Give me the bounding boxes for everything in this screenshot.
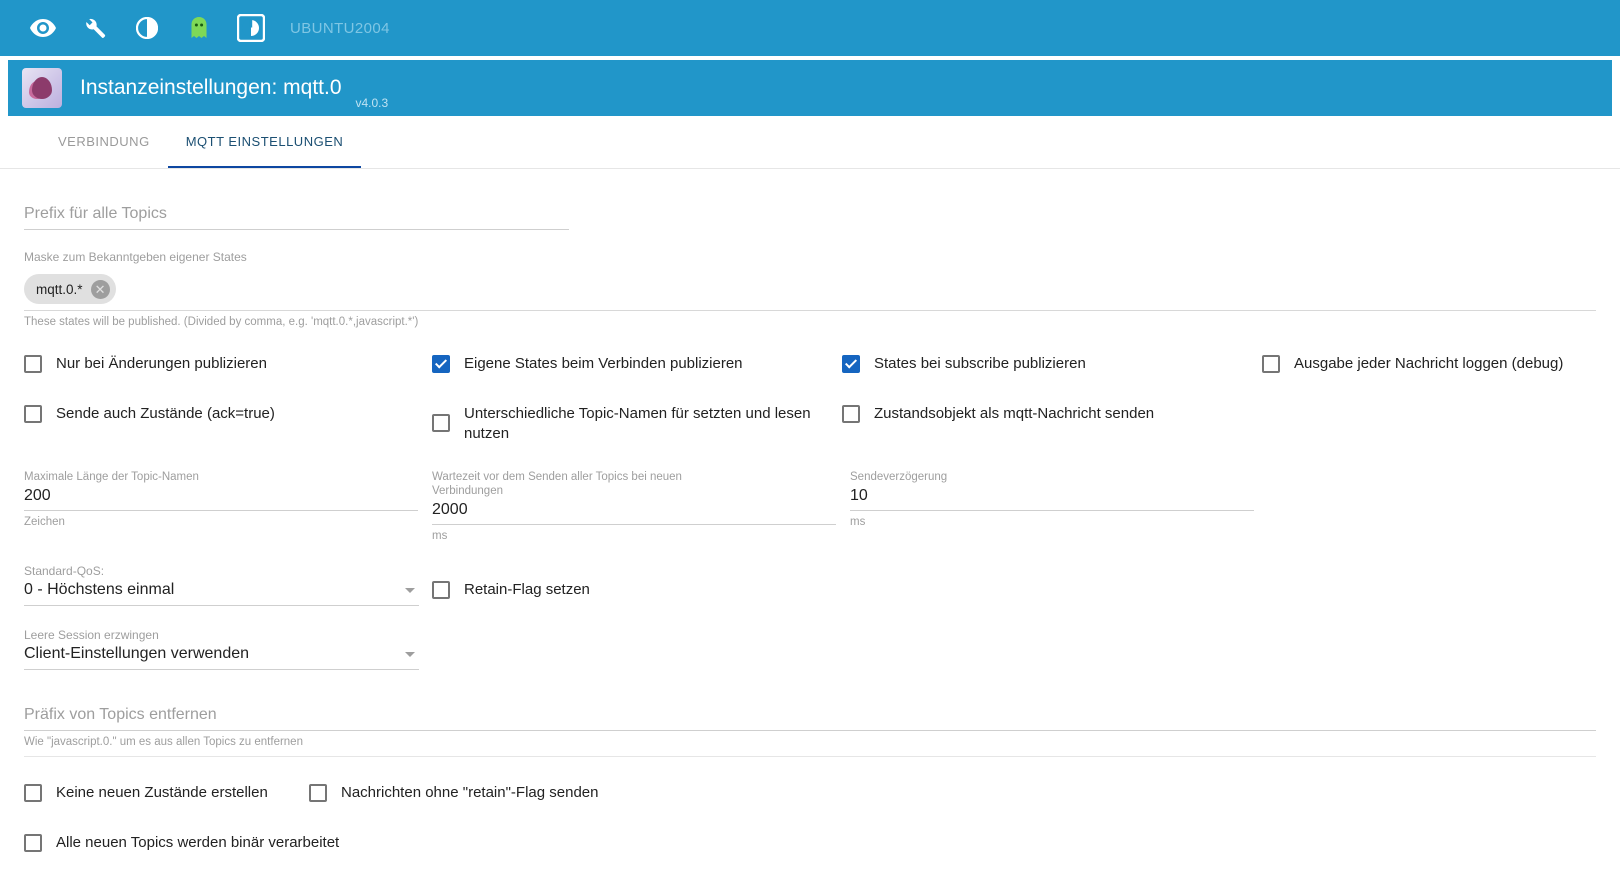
checkbox-box[interactable] <box>432 414 450 432</box>
chevron-down-icon[interactable] <box>405 588 415 593</box>
qos-retain-row <box>24 564 1596 606</box>
checkbox-label: Eigene States beim Verbinden publizieren <box>464 355 743 372</box>
checkbox-all-new-topics-binary[interactable] <box>24 833 339 853</box>
instance-header <box>8 60 1612 116</box>
checkbox-box[interactable] <box>24 784 42 802</box>
wait-before-send-field <box>432 470 850 542</box>
power-icon[interactable] <box>228 8 274 48</box>
force-clean-session-label: Leere Session erzwingen <box>24 628 159 642</box>
force-clean-session-value: Client-Einstellungen verwenden <box>24 645 250 662</box>
checkbox-label: Nachrichten ohne "retain"-Flag senden <box>341 784 599 801</box>
checkbox-box[interactable] <box>432 581 450 599</box>
send-delay-helper: ms <box>850 516 866 528</box>
close-icon[interactable]: ✕ <box>91 280 110 299</box>
page-title: Instanzeinstellungen: mqtt.0 <box>80 76 342 99</box>
prefix-all-topics-field <box>24 169 1596 230</box>
send-delay-input[interactable]: 10 <box>850 484 1254 511</box>
max-topic-length-field <box>24 470 432 542</box>
publish-mask-helper: These states will be published. (Divided by comma, e.g. 'mqtt.0.*,javascript.*') <box>24 316 419 328</box>
checkbox-row-3 <box>24 783 1596 803</box>
tab-bar <box>0 116 1620 169</box>
checkbox-label: Retain-Flag setzen <box>464 581 590 598</box>
checkbox-label: Unterschiedliche Topic-Namen für setzten und lesen nutzen <box>464 405 811 442</box>
settings-form <box>0 169 1620 853</box>
publish-mask-chip-list <box>24 266 1596 304</box>
chip-label: mqtt.0.* <box>36 281 83 297</box>
force-clean-session-select[interactable] <box>24 642 419 670</box>
wait-before-send-input[interactable]: 2000 <box>432 498 836 525</box>
version-label: v4.0.3 <box>355 96 389 110</box>
checkbox-label: Zustandsobjekt als mqtt-Nachricht senden <box>874 405 1155 422</box>
publish-mask-field <box>24 250 1596 328</box>
wrench-icon[interactable] <box>72 8 118 48</box>
remove-prefix-input[interactable] <box>24 704 1596 731</box>
checkbox-log-every-message[interactable] <box>1262 354 1563 374</box>
chevron-down-icon[interactable] <box>405 652 415 657</box>
system-top-bar <box>0 0 1620 56</box>
remove-prefix-helper: Wie "javascript.0." um es aus allen Topics zu entfernen <box>24 736 303 748</box>
contrast-icon[interactable] <box>124 8 170 48</box>
checkbox-row-4 <box>24 833 1596 853</box>
eye-icon[interactable] <box>20 8 66 48</box>
checkbox-send-state-object[interactable] <box>842 404 1154 424</box>
checkbox-publish-states-on-subscribe[interactable] <box>842 354 1262 374</box>
checkbox-label: Keine neuen Zustände erstellen <box>56 784 268 801</box>
wait-before-send-label: Wartezeit vor dem Senden aller Topics bei neuen Verbindungen <box>432 471 682 497</box>
checkbox-box[interactable] <box>24 405 42 423</box>
checkbox-box[interactable] <box>24 355 42 373</box>
publish-mask-label: Maske zum Bekanntgeben eigener States <box>24 250 247 264</box>
machine-label: UBUNTU2004 <box>290 19 390 37</box>
send-delay-field <box>850 470 1270 542</box>
max-topic-length-input[interactable]: 200 <box>24 484 418 511</box>
checkbox-box[interactable] <box>24 834 42 852</box>
checkbox-box[interactable] <box>842 355 860 373</box>
checkbox-send-ack-true-states[interactable] <box>24 404 432 424</box>
chip[interactable] <box>24 274 116 304</box>
checkbox-label: Sende auch Zustände (ack=true) <box>56 405 275 422</box>
checkbox-publish-own-states-on-connect[interactable] <box>432 354 842 374</box>
checkbox-label: Alle neuen Topics werden binär verarbeitet <box>56 834 340 851</box>
checkbox-no-new-states[interactable] <box>24 783 309 803</box>
default-qos-value: 0 - Höchstens einmal <box>24 581 175 598</box>
checkbox-set-retain-flag[interactable] <box>432 564 590 606</box>
publish-mask-underline <box>24 310 1596 311</box>
section-divider <box>24 756 1596 757</box>
max-topic-length-label: Maximale Länge der Topic-Namen <box>24 471 199 483</box>
ghost-icon[interactable] <box>176 8 222 48</box>
tab-mqtt-einstellungen[interactable]: MQTT EINSTELLUNGEN <box>168 116 362 168</box>
checkbox-label: Nur bei Änderungen publizieren <box>56 355 267 372</box>
checkbox-box[interactable] <box>309 784 327 802</box>
prefix-all-topics-input[interactable] <box>24 203 569 230</box>
number-fields-row <box>24 470 1596 542</box>
checkbox-box[interactable] <box>842 405 860 423</box>
checkbox-row-1 <box>24 354 1596 374</box>
checkbox-only-on-change[interactable] <box>24 354 432 374</box>
checkbox-send-messages-without-retain[interactable] <box>309 783 598 803</box>
force-clean-session-field <box>24 628 1596 670</box>
max-topic-length-helper: Zeichen <box>24 516 65 528</box>
iobroker-logo <box>22 68 62 108</box>
default-qos-select[interactable] <box>24 578 419 606</box>
checkbox-box[interactable] <box>432 355 450 373</box>
remove-prefix-field <box>24 704 1596 748</box>
checkbox-different-topic-names[interactable] <box>432 404 842 444</box>
checkbox-row-2 <box>24 404 1596 444</box>
checkbox-box[interactable] <box>1262 355 1280 373</box>
default-qos-field <box>24 564 432 606</box>
send-delay-label: Sendeverzögerung <box>850 471 948 483</box>
default-qos-label: Standard-QoS: <box>24 564 105 578</box>
wait-before-send-helper: ms <box>432 530 448 542</box>
checkbox-label: Ausgabe jeder Nachricht loggen (debug) <box>1294 355 1564 372</box>
checkbox-label: States bei subscribe publizieren <box>874 355 1086 372</box>
tab-verbindung[interactable]: VERBINDUNG <box>58 133 150 149</box>
